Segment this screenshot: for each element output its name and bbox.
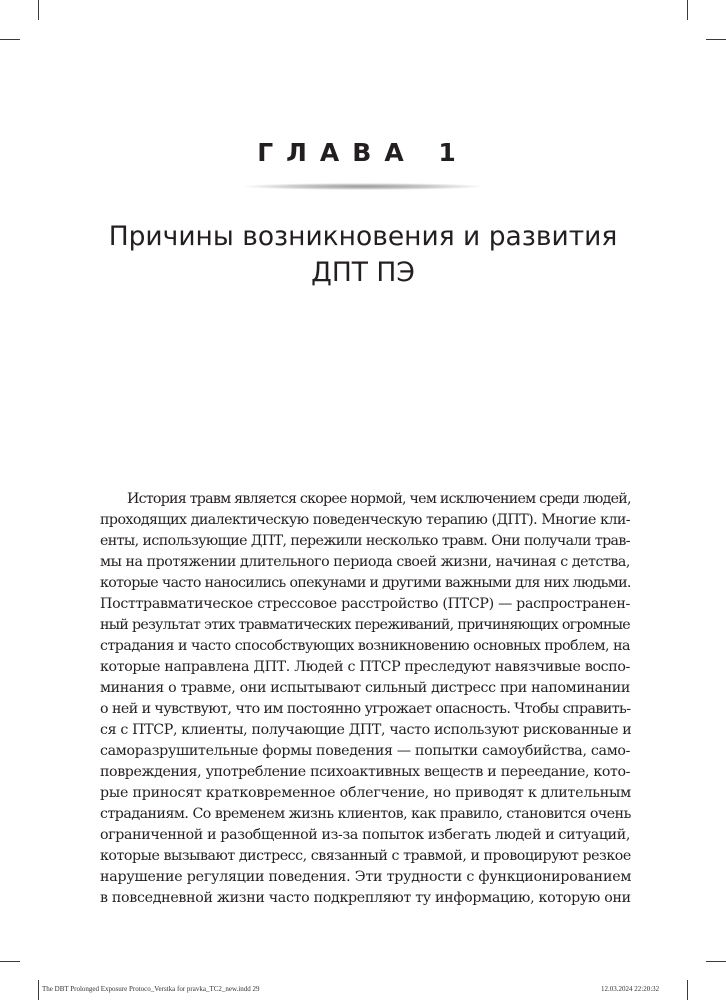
text-line: мы на протяжении длительного периода своей жизни, начиная с детства, xyxy=(100,554,630,570)
text-line: которые вызывают дистресс, связанный с травмой, и провоцируют резкое xyxy=(100,848,631,864)
crop-mark-top-left xyxy=(38,0,39,20)
crop-mark-left-top xyxy=(0,39,20,40)
chapter-divider xyxy=(243,183,483,190)
text-line: саморазрушительные формы поведения — попытки самоубийства, само- xyxy=(100,743,631,759)
text-line: проходящих диалектическую поведенческую терапию (ДПТ). Многие кли- xyxy=(100,512,630,528)
crop-mark-top-right xyxy=(687,0,688,20)
crop-mark-right-top xyxy=(706,39,726,40)
chapter-label: ГЛАВА 1 xyxy=(257,138,469,167)
text-line: ный результат этих травматических переживаний, причиняющих огромные xyxy=(100,617,630,633)
text-line: повреждения, употребление психоактивных веществ и переедание, кото- xyxy=(100,764,630,780)
crop-mark-bottom-left xyxy=(38,980,39,1000)
text-line: ся с ПТСР, клиенты, получающие ДПТ, часто используют рискованные и xyxy=(100,722,632,738)
text-line: которые часто наносились опекунами и другими важными для них людьми. xyxy=(100,575,631,591)
text-line: о ней и чувствуют, что им постоянно угрожает опасность. Чтобы справить- xyxy=(100,701,631,717)
chapter-title-line: ДПТ ПЭ xyxy=(311,257,415,288)
crop-mark-left-bottom xyxy=(0,961,20,962)
text-line: ограниченной и разобщенной из-за попыток избегать людей и ситуаций, xyxy=(100,827,630,843)
chapter-title xyxy=(0,219,726,291)
text-line: нарушение регуляции поведения. Эти трудности с функционированием xyxy=(100,869,632,885)
text-line: енты, использующие ДПТ, пережили несколько травм. Они получали трав- xyxy=(100,533,630,549)
text-line: страдания и часто способствующих возникновению основных проблем, на xyxy=(100,638,630,654)
text-line: страданиям. Со временем жизнь клиентов, как правило, становится очень xyxy=(100,806,631,822)
crop-mark-bottom-right xyxy=(687,980,688,1000)
text-line: которые направлена ДПТ. Людей с ПТСР преследуют навязчивые воспо- xyxy=(100,659,630,675)
crop-mark-right-bottom xyxy=(706,961,726,962)
text-line: минания о травме, они испытывают сильный дистресс при напоминании xyxy=(100,680,630,696)
text-line: История травм является скорее нормой, чем исключением среди людей, xyxy=(127,491,631,507)
text-line: в повседневной жизни часто подкрепляют ту информацию, которую они xyxy=(100,890,631,906)
text-line: Посттравматическое стрессовое расстройство (ПТСР) — распространен- xyxy=(100,596,630,612)
chapter-title-line: Причины возникновения и развития xyxy=(108,221,618,252)
footer-file-info: The DBT Prolonged Exposure Protoco_Verstka for pravka_TC2_new.indd 29 xyxy=(42,985,260,993)
body-paragraph xyxy=(100,489,630,909)
text-line: рые приносят кратковременное облегчение, но приводят к длительным xyxy=(100,785,631,801)
footer-timestamp: 12.03.2024 22:20:32 xyxy=(601,985,660,993)
